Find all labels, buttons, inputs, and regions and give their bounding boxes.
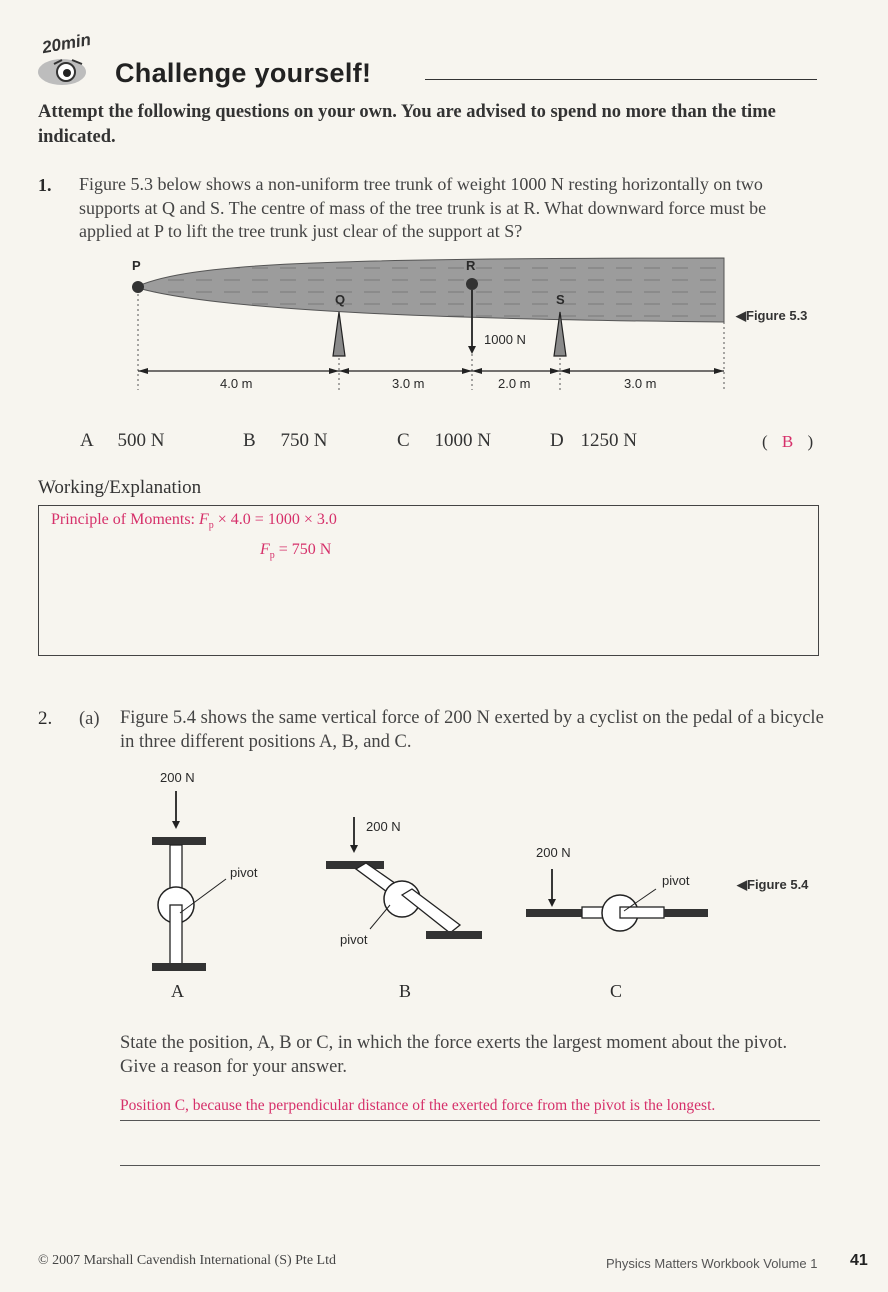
page-title: Challenge yourself!	[115, 58, 372, 88]
weight-label: 1000 N	[484, 332, 526, 347]
answer-line-2	[120, 1165, 820, 1166]
pivot-label-b: pivot	[340, 932, 368, 947]
force-label-a: 200 N	[160, 770, 195, 785]
point-r-dot	[466, 278, 478, 290]
label-q: Q	[335, 292, 346, 307]
position-c-label: C	[610, 981, 623, 1001]
intro-text: Attempt the following questions on your own. You are advised to spend no more than the time indicated.	[38, 102, 776, 147]
working-eq-1: × 4.0 = 1000 × 3.0	[217, 511, 337, 528]
point-p-dot	[132, 281, 144, 293]
q2-question: State the position, A, B or C, in which the force exerts the largest moment about the pivot. Give a reason for your answer.	[120, 1033, 788, 1077]
working-principle: Principle of Moments:	[51, 511, 195, 528]
option-a	[80, 430, 164, 452]
option-d-value: 1250 N	[580, 430, 637, 451]
title-rule	[425, 79, 817, 80]
q1-text: Figure 5.3 below shows a non-uniform tree trunk of weight 1000 N resting horizontally on two supports at Q and S. The centre of mass of the tree trunk is at R. What downward force must be applied at P to lift the tree trunk just clear of the support at S?	[79, 174, 767, 241]
figure-5-4-caption: ◀Figure 5.4	[737, 877, 809, 892]
q2-number: 2.	[38, 708, 53, 729]
option-a-value: 500 N	[117, 430, 165, 451]
page-number: 41	[850, 1252, 868, 1269]
position-a-label: A	[171, 981, 184, 1001]
timer-badge	[32, 29, 114, 88]
answer-letter: B	[781, 432, 794, 451]
q1-answer	[762, 432, 813, 452]
support-q	[333, 312, 345, 356]
label-r: R	[466, 258, 476, 273]
footer-book-title: Physics Matters Workbook Volume 1	[606, 1256, 818, 1271]
force-label-b: 200 N	[366, 819, 401, 834]
distance-s-end: 3.0 m	[624, 376, 657, 391]
answer-open-paren: (	[762, 432, 768, 451]
q1-number: 1.	[38, 175, 52, 195]
distance-rs: 2.0 m	[498, 376, 531, 391]
position-b-label: B	[399, 981, 412, 1001]
q2-answer: Position C, because the perpendicular distance of the exerted force from the pivot is the longest.	[120, 1097, 716, 1114]
pedal-a	[152, 791, 226, 971]
working-heading: Working/Explanation	[38, 477, 202, 498]
figure-5-3	[110, 250, 830, 410]
q2-part: (a)	[79, 709, 100, 729]
label-p: P	[132, 258, 141, 273]
distance-qr: 3.0 m	[392, 376, 425, 391]
tree-trunk	[138, 258, 724, 322]
option-b-value: 750 N	[280, 430, 328, 451]
pedal-b	[326, 817, 482, 939]
footer-copyright: © 2007 Marshall Cavendish International (S) Pte Ltd	[38, 1253, 336, 1268]
working-sub-1: p	[208, 520, 214, 532]
pivot-label-a: pivot	[230, 865, 258, 880]
q2-text: Figure 5.4 shows the same vertical force of 200 N exerted by a cyclist on the pedal of a bicycle in three different positions A, B, and C.	[120, 708, 824, 752]
working-line-1	[51, 511, 337, 531]
working-var-2: F	[260, 541, 270, 558]
option-d	[550, 430, 637, 452]
figure-5-3-caption: ◀Figure 5.3	[736, 308, 808, 323]
answer-line-1	[120, 1120, 820, 1121]
force-label-c: 200 N	[536, 845, 571, 860]
working-sub-2: p	[269, 550, 275, 562]
option-d-letter: D	[550, 430, 564, 451]
working-var-1: F	[198, 511, 209, 528]
timer-badge-text: 20min	[40, 29, 93, 58]
distance-pq: 4.0 m	[220, 376, 253, 391]
working-line-2	[260, 541, 331, 561]
option-c-value: 1000 N	[434, 430, 491, 451]
label-s: S	[556, 292, 565, 307]
option-c-letter: C	[397, 430, 410, 451]
option-c	[397, 430, 491, 452]
answer-close-paren: )	[807, 432, 814, 451]
working-eq-2: = 750 N	[278, 541, 332, 558]
figure-5-4	[130, 765, 830, 1005]
option-a-letter: A	[80, 430, 93, 451]
pivot-label-c: pivot	[662, 873, 690, 888]
option-b-letter: B	[243, 430, 256, 451]
option-b	[243, 430, 327, 452]
